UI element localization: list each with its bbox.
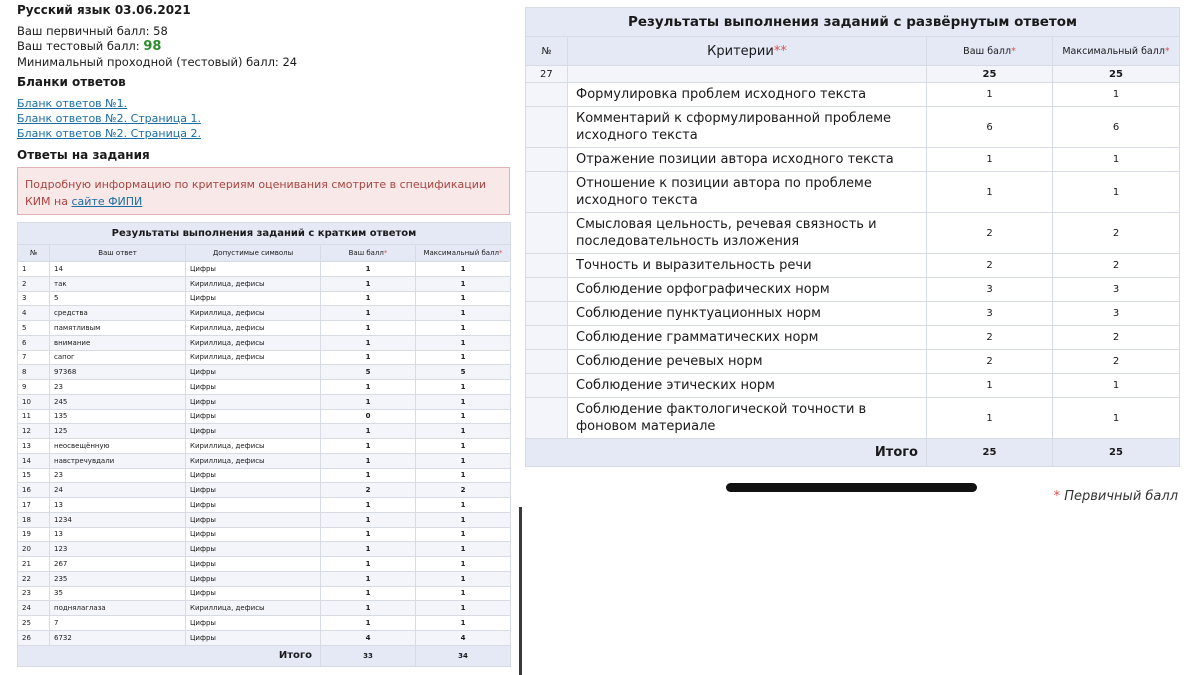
criterion-row: [526, 278, 1180, 302]
row-number: 8: [18, 365, 50, 380]
min-score-line: [17, 55, 297, 69]
table-row: [18, 630, 511, 645]
row-answer: 5: [50, 291, 186, 306]
short-total-label: Итого: [18, 645, 321, 666]
row-allowed: Цифры: [186, 380, 321, 395]
criterion-score: 1: [927, 172, 1053, 213]
row-allowed: Цифры: [186, 571, 321, 586]
row-answer: 1234: [50, 512, 186, 527]
task-number: 27: [526, 66, 568, 83]
row-max: 1: [416, 616, 511, 631]
task-max: 25: [1053, 66, 1180, 83]
row-number: 17: [18, 498, 50, 513]
row-max: 1: [416, 262, 511, 277]
row-max: 1: [416, 498, 511, 513]
criterion-max: 2: [1053, 254, 1180, 278]
long-total-label: Итого: [526, 439, 927, 467]
row-max: 1: [416, 291, 511, 306]
row-number: 3: [18, 291, 50, 306]
criterion-row: [526, 254, 1180, 278]
table-row: [18, 439, 511, 454]
criterion-score: 1: [927, 374, 1053, 398]
criterion-score: 3: [927, 278, 1053, 302]
row-number: 22: [18, 571, 50, 586]
criterion-text: Смысловая цельность, речевая связность и последовательность изложения: [568, 213, 927, 254]
table-row: [18, 380, 511, 395]
table-row: [18, 335, 511, 350]
criterion-row: [526, 83, 1180, 107]
table-row: [18, 542, 511, 557]
row-allowed: Кириллица, дефисы: [186, 601, 321, 616]
row-number: 23: [18, 586, 50, 601]
row-score: 1: [321, 616, 416, 631]
row-number: 20: [18, 542, 50, 557]
criterion-row: [526, 398, 1180, 439]
row-score: 1: [321, 557, 416, 572]
row-allowed: Кириллица, дефисы: [186, 306, 321, 321]
row-allowed: Цифры: [186, 630, 321, 645]
row-number: 12: [18, 424, 50, 439]
table-row: [18, 453, 511, 468]
criterion-score: 2: [927, 213, 1053, 254]
row-max: 2: [416, 483, 511, 498]
footnote: * Первичный балл: [1053, 489, 1178, 504]
row-answer: 7: [50, 616, 186, 631]
criterion-max: 1: [1053, 148, 1180, 172]
criterion-score: 2: [927, 350, 1053, 374]
table-row: [18, 409, 511, 424]
row-answer: 13: [50, 498, 186, 513]
row-max: 1: [416, 453, 511, 468]
table-row: [18, 365, 511, 380]
criterion-score: 6: [927, 107, 1053, 148]
row-allowed: Цифры: [186, 557, 321, 572]
row-number: 5: [18, 321, 50, 336]
criterion-max: 6: [1053, 107, 1180, 148]
criterion-max: 1: [1053, 398, 1180, 439]
form-link-2-page-2[interactable]: Бланк ответов №2. Страница 2.: [17, 127, 201, 140]
row-number: 7: [18, 350, 50, 365]
row-number: 11: [18, 409, 50, 424]
table-row: [18, 276, 511, 291]
row-allowed: Кириллица, дефисы: [186, 439, 321, 454]
answers-heading: Ответы на задания: [17, 148, 150, 162]
row-number: 1: [18, 262, 50, 277]
row-score: 1: [321, 586, 416, 601]
row-number: 15: [18, 468, 50, 483]
row-answer: 14: [50, 262, 186, 277]
long-answer-table: [525, 7, 1180, 467]
row-score: 1: [321, 512, 416, 527]
row-number: 13: [18, 439, 50, 454]
criterion-max: 3: [1053, 278, 1180, 302]
forms-heading: Бланки ответов: [17, 75, 126, 89]
row-number: 4: [18, 306, 50, 321]
table-row: [18, 262, 511, 277]
criterion-max: 2: [1053, 350, 1180, 374]
row-score: 1: [321, 498, 416, 513]
primary-score-line: [17, 24, 168, 38]
row-score: 1: [321, 601, 416, 616]
row-answer: 123: [50, 542, 186, 557]
row-max: 1: [416, 512, 511, 527]
row-allowed: Цифры: [186, 424, 321, 439]
row-number: 24: [18, 601, 50, 616]
row-allowed: Цифры: [186, 498, 321, 513]
row-score: 0: [321, 409, 416, 424]
criterion-text: Соблюдение этических норм: [568, 374, 927, 398]
min-score-value: 24: [282, 55, 298, 69]
col-max-score: Максимальный балл*: [1053, 37, 1180, 66]
form-link-1[interactable]: Бланк ответов №1.: [17, 97, 128, 110]
criterion-text: Точность и выразительность речи: [568, 254, 927, 278]
task-score: 25: [927, 66, 1053, 83]
row-max: 1: [416, 601, 511, 616]
criterion-score: 2: [927, 254, 1053, 278]
criterion-text: Комментарий к сформулированной проблеме исходного текста: [568, 107, 927, 148]
row-answer: сапог: [50, 350, 186, 365]
alert-text: Подробную информацию по критериям оценивания смотрите в спецификации КИМ на: [25, 178, 487, 208]
col-allowed-symbols: Допустимые символы: [186, 245, 321, 262]
row-max: 1: [416, 468, 511, 483]
table-row: [18, 557, 511, 572]
short-total-score: 33: [321, 645, 416, 666]
row-number: 21: [18, 557, 50, 572]
row-score: 1: [321, 571, 416, 586]
long-total-score: 25: [927, 439, 1053, 467]
row-answer: неосвещённую: [50, 439, 186, 454]
row-allowed: Кириллица, дефисы: [186, 321, 321, 336]
row-score: 1: [321, 380, 416, 395]
row-score: 5: [321, 365, 416, 380]
table-row: [18, 321, 511, 336]
row-max: 1: [416, 439, 511, 454]
left-panel: [17, 0, 510, 675]
row-answer: так: [50, 276, 186, 291]
row-answer: памятливым: [50, 321, 186, 336]
row-number: 16: [18, 483, 50, 498]
table-row: [18, 601, 511, 616]
row-number: 2: [18, 276, 50, 291]
min-score-label: Минимальный проходной (тестовый) балл:: [17, 55, 279, 69]
row-max: 1: [416, 335, 511, 350]
row-max: 1: [416, 424, 511, 439]
criterion-max: 2: [1053, 213, 1180, 254]
row-max: 1: [416, 542, 511, 557]
row-allowed: Кириллица, дефисы: [186, 276, 321, 291]
table-row: [18, 498, 511, 513]
row-answer: 125: [50, 424, 186, 439]
table-row: [18, 571, 511, 586]
row-score: 1: [321, 321, 416, 336]
row-score: 1: [321, 291, 416, 306]
row-answer: 23: [50, 468, 186, 483]
divider-line: [519, 507, 522, 675]
row-answer: 35: [50, 586, 186, 601]
criterion-score: 2: [927, 326, 1053, 350]
horizontal-scrollbar[interactable]: [726, 483, 977, 492]
row-answer: 13: [50, 527, 186, 542]
short-table-caption: Результаты выполнения заданий с кратким ответом: [18, 223, 511, 245]
row-allowed: Цифры: [186, 291, 321, 306]
criterion-score: 1: [927, 83, 1053, 107]
table-row: [18, 394, 511, 409]
row-max: 1: [416, 557, 511, 572]
table-row: [18, 512, 511, 527]
criterion-row: [526, 172, 1180, 213]
criterion-row: [526, 213, 1180, 254]
row-score: 1: [321, 424, 416, 439]
row-number: 19: [18, 527, 50, 542]
row-max: 1: [416, 276, 511, 291]
row-answer: 24: [50, 483, 186, 498]
table-row: [18, 424, 511, 439]
criterion-text: Соблюдение фактологической точности в фоновом материале: [568, 398, 927, 439]
col-criteria: Критерии**: [568, 37, 927, 66]
criterion-row: [526, 326, 1180, 350]
row-score: 4: [321, 630, 416, 645]
fipi-link[interactable]: сайте ФИПИ: [71, 195, 143, 208]
criterion-row: [526, 350, 1180, 374]
long-total-max: 25: [1053, 439, 1180, 467]
form-link-2-page-1[interactable]: Бланк ответов №2. Страница 1.: [17, 112, 201, 125]
criterion-score: 3: [927, 302, 1053, 326]
criterion-text: Отношение к позиции автора по проблеме исходного текста: [568, 172, 927, 213]
col-your-score: Ваш балл*: [927, 37, 1053, 66]
row-max: 1: [416, 394, 511, 409]
row-allowed: Цифры: [186, 483, 321, 498]
row-max: 1: [416, 571, 511, 586]
row-allowed: Цифры: [186, 512, 321, 527]
table-row: [18, 350, 511, 365]
row-allowed: Цифры: [186, 468, 321, 483]
row-allowed: Цифры: [186, 586, 321, 601]
criterion-row: [526, 148, 1180, 172]
row-max: 1: [416, 380, 511, 395]
row-allowed: Кириллица, дефисы: [186, 350, 321, 365]
task-27-row: [526, 66, 1180, 83]
page-title: Русский язык 03.06.2021: [17, 3, 191, 17]
row-number: 6: [18, 335, 50, 350]
table-row: [18, 527, 511, 542]
table-row: [18, 306, 511, 321]
table-row: [18, 616, 511, 631]
row-answer: 267: [50, 557, 186, 572]
row-answer: 6732: [50, 630, 186, 645]
criterion-max: 2: [1053, 326, 1180, 350]
col-max-score: Максимальный балл*: [416, 245, 511, 262]
row-max: 1: [416, 527, 511, 542]
row-score: 1: [321, 527, 416, 542]
row-answer: 245: [50, 394, 186, 409]
row-number: 10: [18, 394, 50, 409]
row-allowed: Цифры: [186, 616, 321, 631]
row-score: 1: [321, 350, 416, 365]
row-score: 1: [321, 439, 416, 454]
col-number: №: [18, 245, 50, 262]
row-answer: внимание: [50, 335, 186, 350]
row-number: 14: [18, 453, 50, 468]
row-score: 1: [321, 542, 416, 557]
criterion-text: Соблюдение речевых норм: [568, 350, 927, 374]
row-answer: навстречувдали: [50, 453, 186, 468]
row-max: 4: [416, 630, 511, 645]
row-answer: 97368: [50, 365, 186, 380]
long-table-caption: Результаты выполнения заданий с развёрнутым ответом: [526, 8, 1180, 37]
row-max: 5: [416, 365, 511, 380]
col-number: №: [526, 37, 568, 66]
criterion-max: 1: [1053, 172, 1180, 213]
row-allowed: Цифры: [186, 542, 321, 557]
row-max: 1: [416, 350, 511, 365]
criterion-text: Отражение позиции автора исходного текста: [568, 148, 927, 172]
criterion-max: 3: [1053, 302, 1180, 326]
criterion-row: [526, 302, 1180, 326]
row-answer: средства: [50, 306, 186, 321]
criterion-max: 1: [1053, 374, 1180, 398]
table-row: [18, 586, 511, 601]
row-answer: 135: [50, 409, 186, 424]
row-max: 1: [416, 586, 511, 601]
row-answer: поднялаглаза: [50, 601, 186, 616]
row-allowed: Цифры: [186, 365, 321, 380]
table-row: [18, 468, 511, 483]
row-number: 26: [18, 630, 50, 645]
row-allowed: Цифры: [186, 262, 321, 277]
row-max: 1: [416, 409, 511, 424]
primary-score-label: Ваш первичный балл:: [17, 24, 150, 38]
row-allowed: Цифры: [186, 394, 321, 409]
criterion-row: [526, 107, 1180, 148]
row-max: 1: [416, 306, 511, 321]
test-score-line: [17, 39, 161, 54]
test-score-value: 98: [143, 39, 162, 54]
row-score: 1: [321, 468, 416, 483]
row-allowed: Цифры: [186, 409, 321, 424]
row-score: 1: [321, 262, 416, 277]
row-score: 1: [321, 306, 416, 321]
criterion-text: Соблюдение грамматических норм: [568, 326, 927, 350]
row-score: 1: [321, 276, 416, 291]
criteria-alert: [17, 167, 510, 215]
row-score: 1: [321, 453, 416, 468]
row-max: 1: [416, 321, 511, 336]
row-number: 9: [18, 380, 50, 395]
col-your-score: Ваш балл*: [321, 245, 416, 262]
criterion-max: 1: [1053, 83, 1180, 107]
table-row: [18, 291, 511, 306]
row-number: 18: [18, 512, 50, 527]
row-score: 1: [321, 335, 416, 350]
row-allowed: Кириллица, дефисы: [186, 335, 321, 350]
col-answer: Ваш ответ: [50, 245, 186, 262]
row-answer: 235: [50, 571, 186, 586]
criterion-score: 1: [927, 148, 1053, 172]
short-answer-table: [17, 222, 511, 667]
short-total-max: 34: [416, 645, 511, 666]
criterion-text: Соблюдение пунктуационных норм: [568, 302, 927, 326]
criterion-text: Соблюдение орфографических норм: [568, 278, 927, 302]
row-allowed: Кириллица, дефисы: [186, 453, 321, 468]
row-allowed: Цифры: [186, 527, 321, 542]
table-row: [18, 483, 511, 498]
criterion-score: 1: [927, 398, 1053, 439]
row-score: 1: [321, 394, 416, 409]
test-score-label: Ваш тестовый балл:: [17, 39, 140, 53]
criterion-row: [526, 374, 1180, 398]
row-answer: 23: [50, 380, 186, 395]
primary-score-value: 58: [153, 24, 168, 38]
row-number: 25: [18, 616, 50, 631]
row-score: 2: [321, 483, 416, 498]
criterion-text: Формулировка проблем исходного текста: [568, 83, 927, 107]
